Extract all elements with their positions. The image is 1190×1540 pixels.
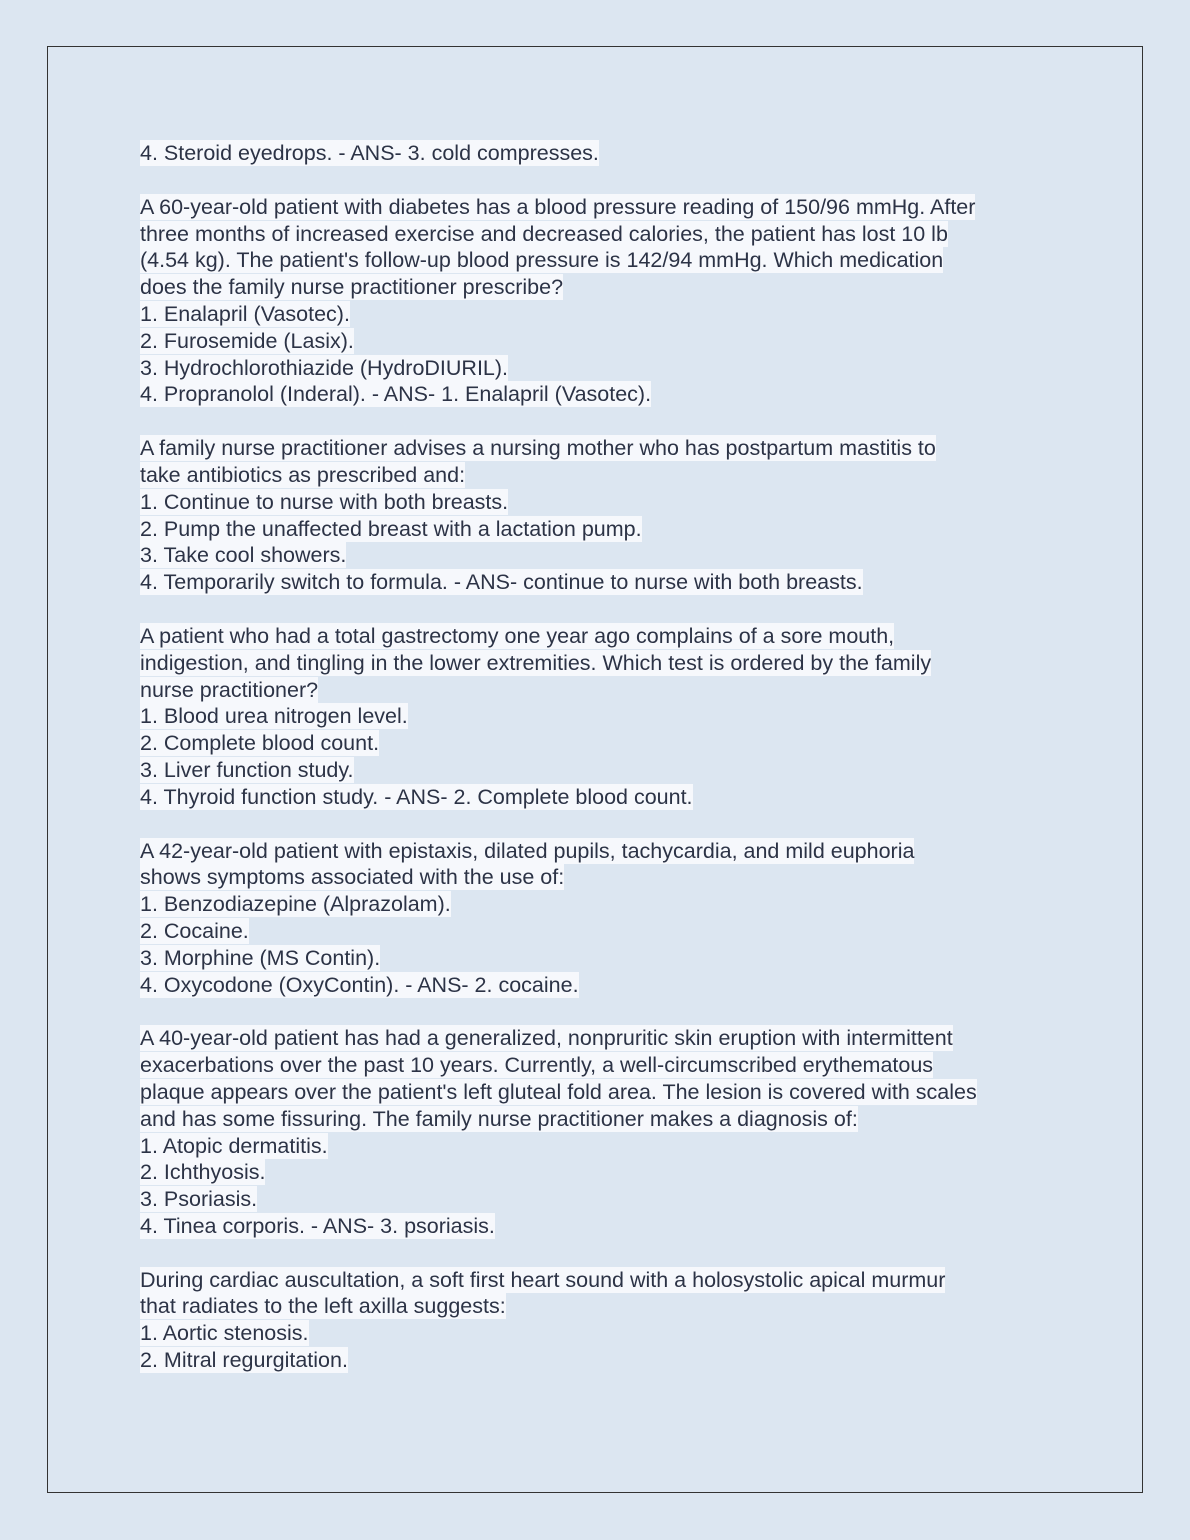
question-block-epistaxis [140,838,1080,999]
answer-line: 4. Tinea corporis. - ANS- 3. psoriasis. [140,1213,495,1238]
option-line: 3. Morphine (MS Contin). [140,945,381,970]
option-line: 2. Complete blood count. [140,731,380,756]
answer-line: 4. Thyroid function study. - ANS- 2. Complete blood count. [140,784,693,809]
question-line: that radiates to the left axilla suggests: [140,1294,506,1319]
option-line: 1. Atopic dermatitis. [140,1133,328,1158]
answer-line: 4. Temporarily switch to formula. - ANS- continue to nurse with both breasts. [140,570,863,595]
question-block-hypertension [140,194,1080,408]
question-line: A 40-year-old patient has had a generalized, nonpruritic skin eruption with intermittent [140,1026,953,1051]
question-block-cardiac-auscultation [140,1267,1080,1374]
question-line: A family nurse practitioner advises a nursing mother who has postpartum mastitis to [140,436,936,461]
answer-line: 4. Propranolol (Inderal). - ANS- 1. Enalapril (Vasotec). [140,382,652,407]
question-line: take antibiotics as prescribed and: [140,462,466,487]
question-line: nurse practitioner? [140,677,319,702]
question-line: A patient who had a total gastrectomy one year ago complains of a sore mouth, [140,623,895,648]
question-line: During cardiac auscultation, a soft first heart sound with a holosystolic apical murmur [140,1267,946,1292]
option-line: 2. Mitral regurgitation. [140,1348,348,1373]
option-line: 2. Ichthyosis. [140,1160,266,1185]
question-line: (4.54 kg). The patient's follow-up blood pressure is 142/94 mmHg. Which medication [140,248,944,273]
question-line: three months of increased exercise and decreased calories, the patient has lost 10 lb [140,221,948,246]
document-body [140,140,1080,1401]
question-line: exacerbations over the past 10 years. Currently, a well-circumscribed erythematous [140,1053,934,1078]
option-line: 1. Blood urea nitrogen level. [140,704,408,729]
option-line: 1. Enalapril (Vasotec). [140,301,350,326]
question-line: A 60-year-old patient with diabetes has a blood pressure reading of 150/96 mmHg. After [140,194,976,219]
option-line: 3. Hydrochlorothiazide (HydroDIURIL). [140,355,509,380]
question-block-skin-eruption [140,1025,1080,1239]
option-line: 1. Aortic stenosis. [140,1321,309,1346]
option-line: 2. Furosemide (Lasix). [140,328,354,353]
option-line: 1. Continue to nurse with both breasts. [140,489,509,514]
question-line: plaque appears over the patient's left gluteal fold area. The lesion is covered with scales [140,1079,977,1104]
option-line: 2. Cocaine. [140,918,249,943]
option-line: 1. Benzodiazepine (Alprazolam). [140,892,451,917]
text-line: 4. Steroid eyedrops. - ANS- 3. cold compresses. [140,141,599,165]
question-line: shows symptoms associated with the use of: [140,865,565,890]
answer-line: 4. Oxycodone (OxyContin). - ANS- 2. cocaine. [140,972,579,997]
option-line: 3. Psoriasis. [140,1187,258,1212]
option-line: 2. Pump the unaffected breast with a lactation pump. [140,516,642,541]
option-line: 3. Liver function study. [140,757,354,782]
question-block-gastrectomy [140,623,1080,811]
question-line: and has some fissuring. The family nurse practitioner makes a diagnosis of: [140,1106,858,1131]
question-line: A 42-year-old patient with epistaxis, dilated pupils, tachycardia, and mild euphoria [140,838,915,863]
question-block-mastitis [140,435,1080,596]
question-block-previous-answer [140,140,1080,167]
question-line: indigestion, and tingling in the lower extremities. Which test is ordered by the family [140,650,932,675]
question-line: does the family nurse practitioner prescribe? [140,275,564,300]
option-line: 3. Take cool showers. [140,543,347,568]
